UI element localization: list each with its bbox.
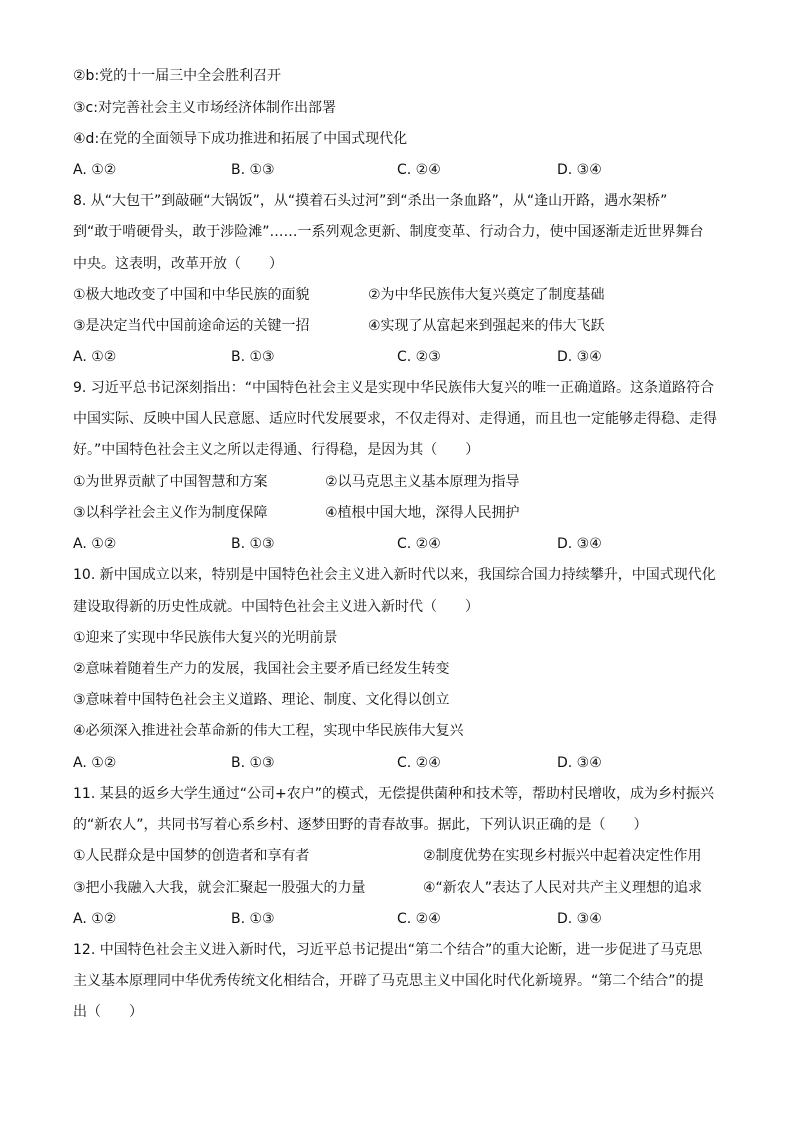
q9-option-b: B. ①③ (231, 536, 275, 552)
q9-option-a: A. ①② (73, 536, 117, 552)
q10-option-a: A. ①② (73, 755, 117, 771)
q10-stem-line-2: 建设取得新的历史性成就。中国特色社会主义进入新时代（ ） (73, 599, 479, 615)
q10-option-c: C. ②④ (397, 755, 441, 771)
q7-option-a: A. ①② (73, 162, 117, 178)
q8-option-a: A. ①② (73, 349, 117, 365)
q9-option-c: C. ②④ (397, 536, 441, 552)
q8-option-d: D. ③④ (557, 349, 602, 365)
q10-statement-4: ④必须深入推进社会革命新的伟大工程，实现中华民族伟大复兴 (73, 723, 464, 739)
q8-statement-4: ④实现了从富起来到强起来的伟大飞跃 (368, 318, 605, 334)
q11-stem-line-2: 的“新农人”，共同书写着心系乡村、逐梦田野的青春故事。据此，下列认识正确的是（ ） (73, 817, 648, 833)
q11-statement-4: ④“新农人”表达了人民对共产主义理想的追求 (423, 880, 703, 896)
q9-stem-line-2: 中国实际、反映中国人民意愿、适应时代发展要求，不仅走得对、走得通，而且也一定能够走得稳、走得 (73, 411, 717, 427)
q10-statement-1: ①迎来了实现中华民族伟大复兴的光明前景 (73, 630, 338, 646)
q11-option-b: B. ①③ (231, 911, 275, 927)
q9-stem-line-3: 好。”中国特色社会主义之所以走得通、行得稳，是因为其（ ） (73, 442, 480, 458)
q7-option-d: D. ③④ (557, 162, 602, 178)
q10-stem-line-1: 10. 新中国成立以来，特别是中国特色社会主义进入新时代以来，我国综合国力持续攀升，中国式现代化 (73, 567, 716, 583)
q8-stem-line-1: 8. 从“大包干”到敲砸“大锅饭”，从“摸着石头过河”到“杀出一条血路”，从“逢山开路，遇水架桥” (73, 193, 668, 209)
q10-option-b: B. ①③ (231, 755, 275, 771)
q7-option-c: C. ②④ (397, 162, 441, 178)
q11-stem-line-1: 11. 某县的返乡大学生通过“公司+农户”的模式，无偿提供菌种和技术等，帮助村民增收，成为乡村振兴 (73, 786, 714, 802)
q12-stem-line-3: 出（ ） (73, 1004, 143, 1020)
q8-stem-line-2: 到“敢于啃硬骨头，敢于涉险滩”……一系列观念更新、制度变革、行动合力，使中国逐渐走近世界舞台 (73, 224, 704, 240)
q9-statement-3: ③以科学社会主义作为制度保障 (73, 505, 268, 521)
q11-option-c: C. ②④ (397, 911, 441, 927)
q10-statement-3: ③意味着中国特色社会主义道路、理论、制度、文化得以创立 (73, 692, 450, 708)
q8-stem-line-3: 中央。这表明，改革开放（ ） (73, 256, 283, 272)
q7-item-2: ②b:党的十一届三中全会胜利召开 (73, 68, 282, 84)
q7-option-b: B. ①③ (231, 162, 275, 178)
q11-option-a: A. ①② (73, 911, 117, 927)
q12-stem-line-1: 12. 中国特色社会主义进入新时代，习近平总书记提出“第二个结合”的重大论断，进一步促进了马克思 (73, 942, 703, 958)
q9-option-d: D. ③④ (557, 536, 602, 552)
q9-statement-4: ④植根中国大地，深得人民拥护 (325, 505, 520, 521)
q10-option-d: D. ③④ (557, 755, 602, 771)
q11-statement-1: ①人民群众是中国梦的创造者和享有者 (73, 848, 310, 864)
q11-statement-2: ②制度优势在实现乡村振兴中起着决定性作用 (423, 848, 702, 864)
q8-option-b: B. ①③ (231, 349, 275, 365)
q8-statement-1: ①极大地改变了中国和中华民族的面貌 (73, 287, 310, 303)
q10-statement-2: ②意味着随着生产力的发展，我国社会主要矛盾已经发生转变 (73, 661, 450, 677)
q12-stem-line-2: 主义基本原理同中华优秀传统文化相结合，开辟了马克思主义中国化时代化新境界。“第二个结合”的提 (73, 973, 704, 989)
q11-option-d: D. ③④ (557, 911, 602, 927)
q8-statement-3: ③是决定当代中国前途命运的关键一招 (73, 318, 310, 334)
q9-statement-2: ②以马克思主义基本原理为指导 (325, 474, 520, 490)
q11-statement-3: ③把小我融入大我，就会汇聚起一股强大的力量 (73, 880, 366, 896)
q9-stem-line-1: 9. 习近平总书记深刻指出：“中国特色社会主义是实现中华民族伟大复兴的唯一正确道路。这条道路符合 (73, 380, 715, 396)
q7-item-3: ③c:对完善社会主义市场经济体制作出部署 (73, 100, 336, 116)
q8-option-c: C. ②③ (397, 349, 441, 365)
q9-statement-1: ①为世界贡献了中国智慧和方案 (73, 474, 268, 490)
q8-statement-2: ②为中华民族伟大复兴奠定了制度基础 (368, 287, 605, 303)
q7-item-4: ④d:在党的全面领导下成功推进和拓展了中国式现代化 (73, 131, 408, 147)
